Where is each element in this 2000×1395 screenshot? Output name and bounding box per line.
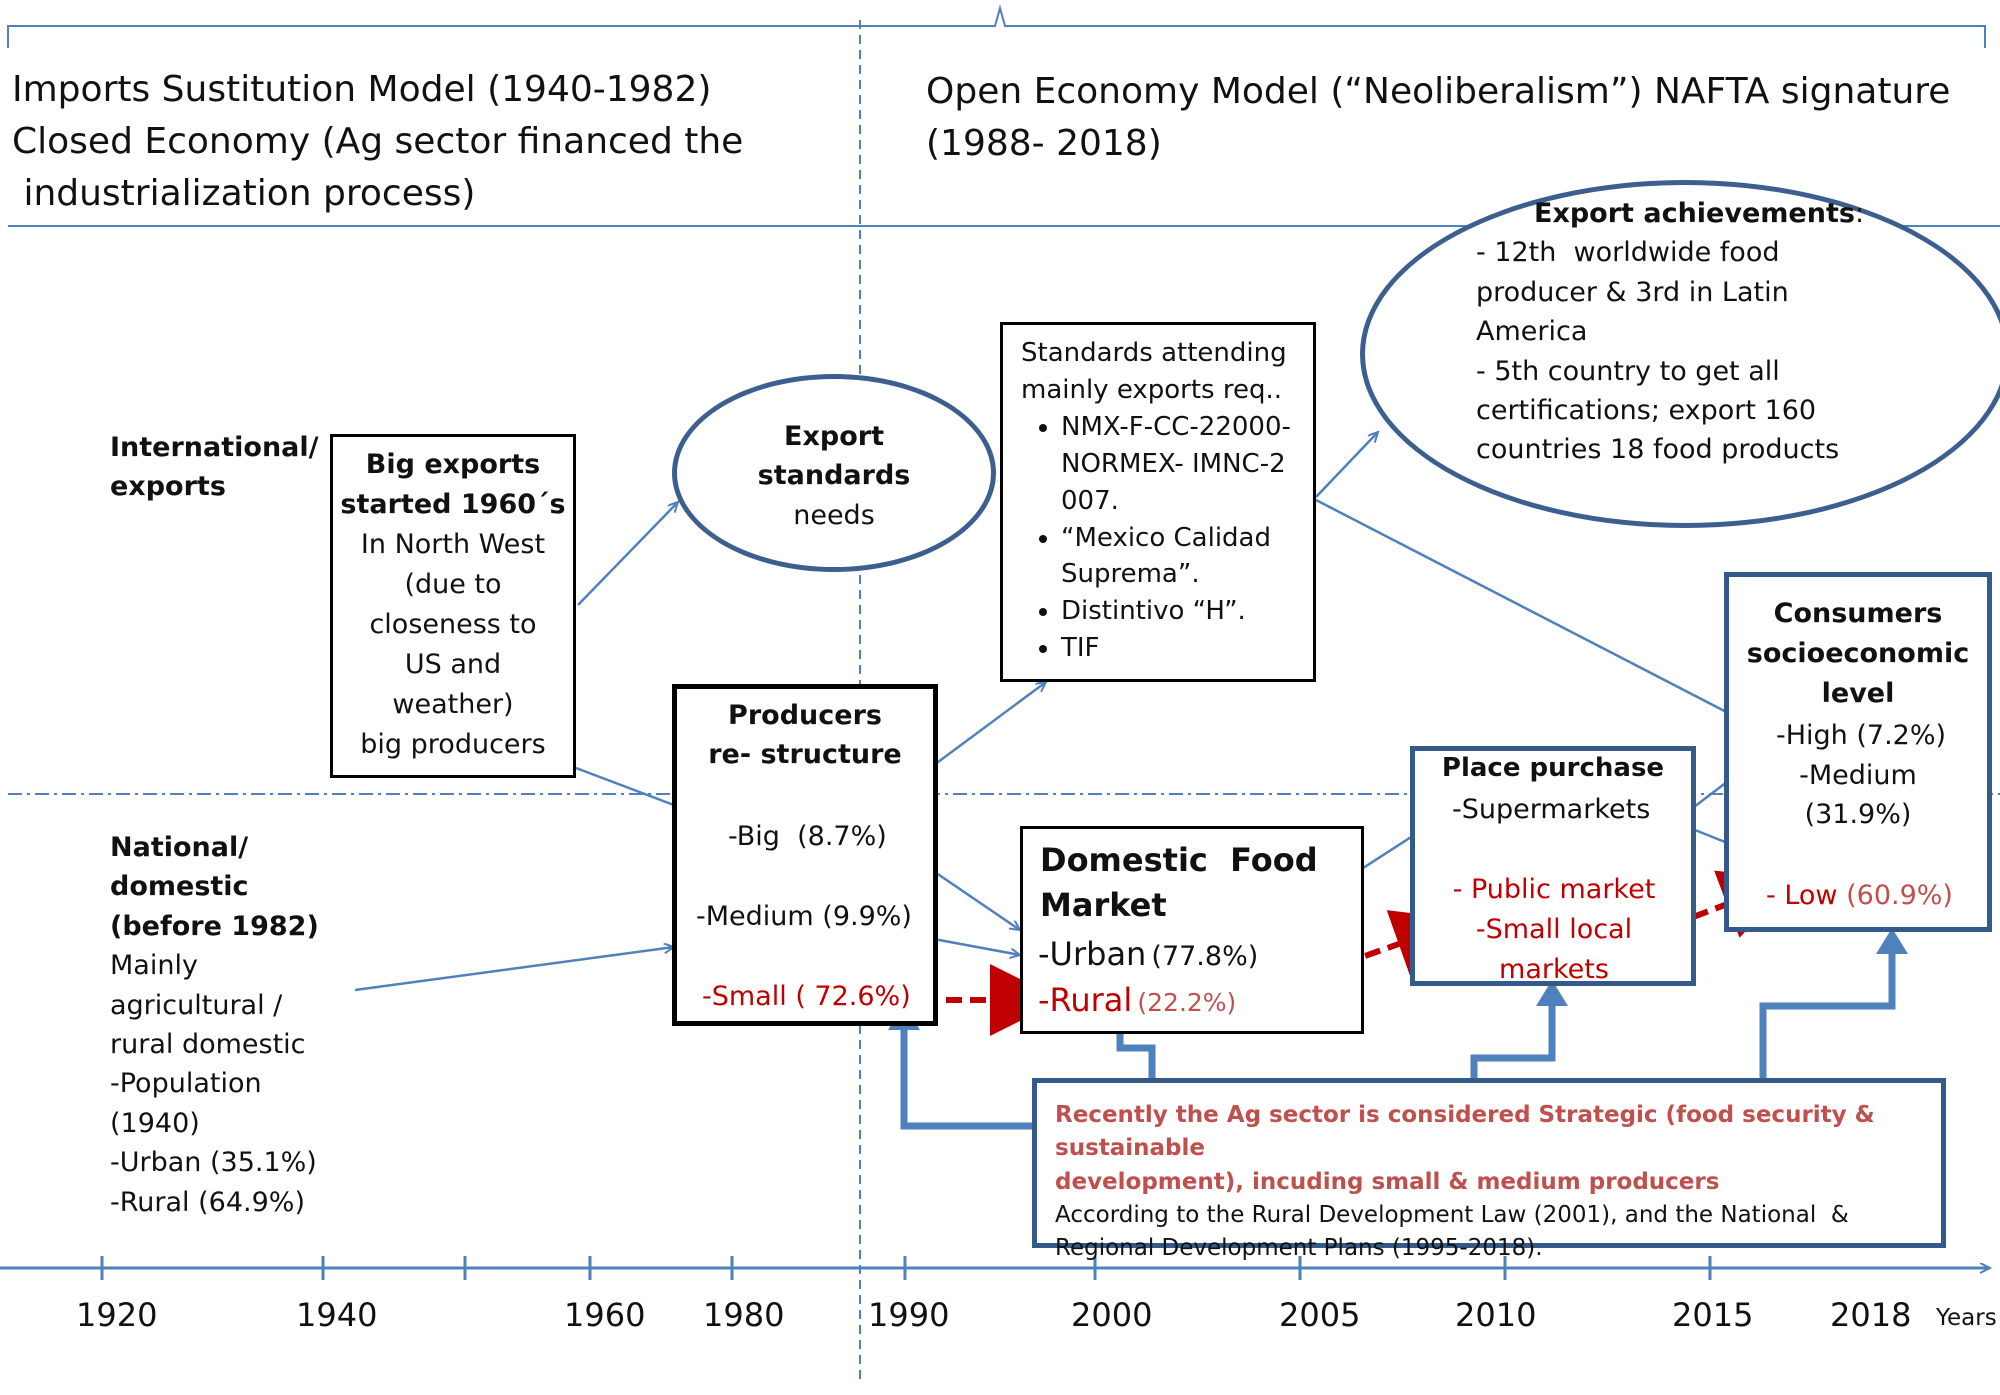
- achievement-line: America: [1476, 316, 1588, 348]
- domestic-market-urban: [1038, 934, 1258, 976]
- policy-body-line-2: Regional Development Plans (1995-2018).: [1055, 1235, 1543, 1262]
- standards-box: [1000, 322, 1316, 682]
- domestic-market-title-line-2: Market: [1040, 885, 1167, 924]
- standards-item: • NMX-F-CC-22000-NORMEX- IMNC-2007.: [1061, 409, 1301, 520]
- policy-arrow-to-public: [1474, 1000, 1552, 1078]
- consumers-medium-line-1: -Medium: [1799, 760, 1917, 791]
- policy-arrow-to-low: [1763, 948, 1892, 1078]
- standards-item: • TIF: [1061, 630, 1301, 667]
- timeline-year: 1940: [296, 1296, 378, 1334]
- export-standards-line-3: needs: [793, 499, 875, 531]
- producers-title-line-2: re- structure: [708, 739, 902, 771]
- public-market-line-2: -Small local: [1475, 913, 1633, 945]
- export-standards-line-1: Export: [784, 421, 884, 452]
- consumers-low-label: Low: [1784, 880, 1838, 911]
- timeline-year: 2015: [1672, 1296, 1754, 1334]
- national-detail-line-3: rural domestic: [110, 1029, 306, 1061]
- producers-small: -Small ( 72.6%): [702, 981, 911, 1012]
- domestic-rural-pct: (22.2%): [1137, 988, 1237, 1017]
- level-national-line-3: (before 1982): [110, 910, 319, 942]
- public-market-line-3: markets: [1499, 953, 1609, 985]
- export-standards-ellipse: [672, 374, 996, 572]
- standards-intro-1: Standards attending: [1021, 338, 1287, 368]
- domestic-market-title: [1040, 838, 1318, 928]
- export-achievements-colon: :: [1854, 198, 1865, 229]
- header-right-line-1: Open Economy Model (“Neoliberalism”) NAFTA signature: [926, 71, 1951, 112]
- standards-item: • Distintivo “H”.: [1061, 593, 1301, 630]
- header-left-line-1: Imports Sustitution Model (1940-1982): [12, 69, 712, 110]
- arrow-bigexports-to-standards: [578, 502, 678, 605]
- level-international: [110, 428, 319, 507]
- domestic-rural-label: -Rural: [1038, 981, 1133, 1019]
- standards-item: • “Mexico Calidad Suprema”.: [1061, 520, 1301, 594]
- producers-title: [672, 696, 938, 775]
- policy-headline-line-1: Recently the Ag sector is considered Strategic (food security & sustainable: [1055, 1102, 1875, 1162]
- level-national-line-1: National/: [110, 832, 249, 863]
- export-achievements-title-row: [1476, 194, 1946, 233]
- domestic-market-title-line-1: Domestic Food: [1040, 841, 1318, 879]
- export-achievements-title: Export achievements: [1534, 198, 1855, 229]
- achievement-line: - 5th country to get all: [1476, 355, 1780, 387]
- level-international-line-2: exports: [110, 471, 226, 503]
- consumers-medium: [1770, 756, 1946, 835]
- national-detail-line-5: (1940): [110, 1107, 200, 1139]
- achievement-line: certifications; export 160: [1476, 395, 1817, 427]
- consumers-title: [1724, 594, 1992, 714]
- timeline-year: 2000: [1071, 1296, 1153, 1334]
- timeline-unit: Years: [1936, 1305, 1997, 1331]
- top-brace: [8, 8, 1985, 48]
- consumers-low: [1766, 876, 1953, 915]
- consumers-low-pct: (60.9%): [1846, 880, 1953, 911]
- timeline-year: 1980: [703, 1296, 785, 1334]
- policy-headline-line-2: development), incuding small & medium producers: [1055, 1168, 1720, 1195]
- policy-box: [1032, 1078, 1946, 1262]
- producers-big: -Big (8.7%): [728, 821, 887, 852]
- export-standards-line-2: standards: [757, 460, 911, 492]
- big-exports-line-1: In North West: [360, 528, 546, 560]
- producers-medium: -Medium (9.9%): [696, 901, 912, 932]
- place-purchase-supermarkets: -Supermarkets: [1452, 794, 1651, 825]
- consumers-title-line-1: Consumers: [1773, 598, 1943, 629]
- timeline-year: 2010: [1455, 1296, 1537, 1334]
- big-exports-line-3: closeness to: [369, 608, 537, 640]
- header-left-line-3: industrialization process): [12, 173, 476, 215]
- level-international-line-1: International/: [110, 432, 319, 463]
- timeline-year: 2018: [1830, 1296, 1912, 1334]
- timeline-year: 1920: [76, 1296, 158, 1334]
- domestic-urban-label: -Urban: [1038, 935, 1147, 973]
- consumers-high: -High (7.2%): [1776, 720, 1947, 751]
- arrow-national-to-medium: [355, 947, 674, 990]
- national-detail-line-1: Mainly: [110, 950, 198, 982]
- policy-body-line-1: According to the Rural Development Law (2001), and the National &: [1055, 1202, 1849, 1229]
- header-left-line-2: Closed Economy (Ag sector financed the: [12, 121, 744, 163]
- big-exports-line-4: US and: [404, 648, 502, 680]
- timeline-year: 1990: [868, 1296, 950, 1334]
- achievement-line: countries 18 food products: [1476, 434, 1840, 466]
- header-right: [926, 66, 1996, 170]
- big-exports-title-1: Big exports: [365, 449, 541, 480]
- achievement-line: producer & 3rd in Latin: [1476, 276, 1789, 308]
- national-detail-line-2: agricultural /: [110, 989, 283, 1021]
- national-detail-line-7: -Rural (64.9%): [110, 1186, 305, 1218]
- domestic-urban-pct: (77.8%): [1151, 941, 1259, 972]
- consumers-title-line-3: level: [1821, 677, 1895, 709]
- level-national: [110, 828, 319, 1222]
- policy-arrow-to-small: [904, 1024, 1032, 1126]
- big-exports-line-2: (due to: [404, 568, 502, 600]
- arrow-standards-to-consumers: [1316, 500, 1738, 718]
- header-left: [12, 64, 862, 221]
- national-detail-line-6: -Urban (35.1%): [110, 1147, 317, 1179]
- national-detail-line-4: -Population: [110, 1068, 262, 1100]
- timeline-year: 2005: [1279, 1296, 1361, 1334]
- big-exports-title-2: started 1960´s: [340, 488, 566, 520]
- place-purchase-public: [1450, 870, 1658, 990]
- place-purchase-title: Place purchase: [1441, 753, 1665, 783]
- export-achievements-text: [1476, 194, 1946, 470]
- public-market-line-1: - Public market: [1452, 874, 1656, 905]
- level-national-line-2: domestic: [110, 871, 249, 903]
- big-exports-box: [330, 434, 576, 778]
- standards-list: [1021, 409, 1301, 667]
- consumers-medium-line-2: (31.9%): [1804, 799, 1912, 831]
- standards-intro-2: mainly exports req..: [1021, 374, 1283, 405]
- header-right-line-2: (1988- 2018): [926, 123, 1162, 165]
- consumers-title-line-2: socioeconomic: [1746, 637, 1970, 669]
- big-exports-line-5: weather): [392, 688, 514, 720]
- arrow-standards-to-achievements: [1316, 432, 1378, 497]
- consumers-low-prefix: -: [1766, 880, 1776, 911]
- big-exports-line-6: big producers: [360, 728, 546, 760]
- achievement-line: - 12th worldwide food: [1476, 237, 1780, 269]
- domestic-market-rural: [1038, 980, 1236, 1022]
- policy-arrow-to-rural: [1120, 1028, 1152, 1078]
- producers-title-line-1: Producers: [728, 700, 882, 731]
- timeline-year: 1960: [564, 1296, 646, 1334]
